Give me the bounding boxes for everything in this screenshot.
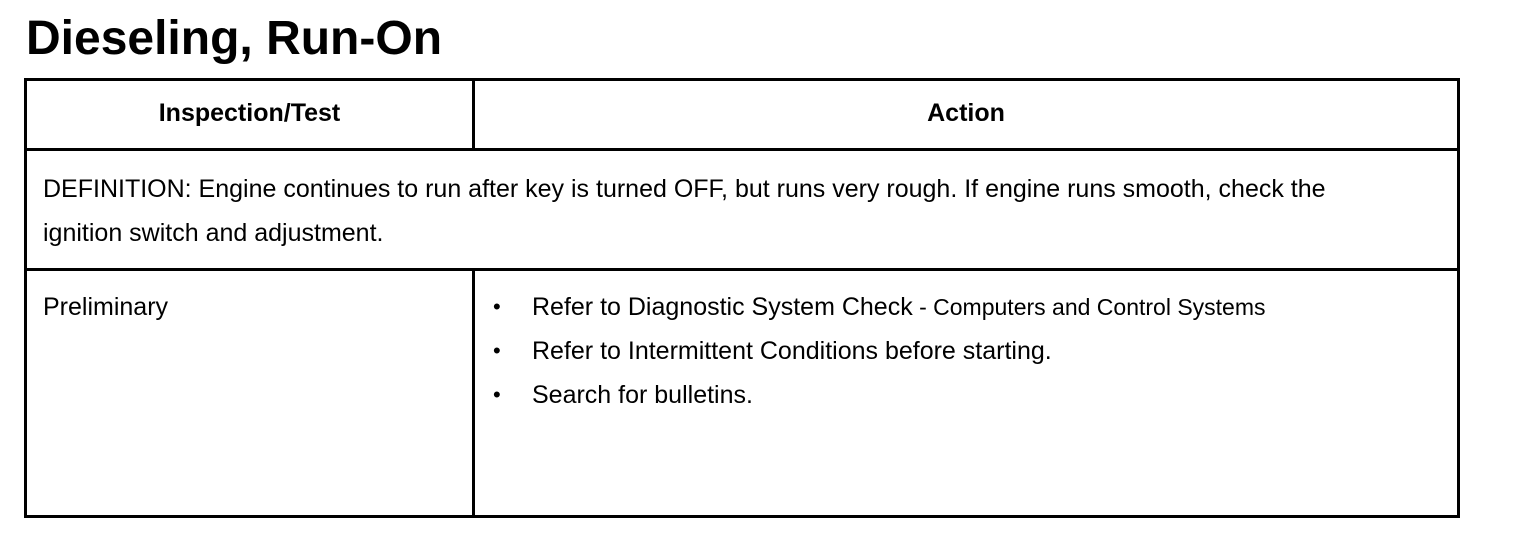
- definition-text: DEFINITION: Engine continues to run after key is turned OFF, but runs very rough. If engine runs smooth, check the ignition switch and adjustment.: [43, 175, 1326, 247]
- diagnostic-table: [24, 78, 1460, 518]
- diagnostic-system-check-link[interactable]: Refer to Diagnostic System Check: [532, 293, 913, 321]
- bullet-icon: •: [493, 338, 501, 363]
- definition-row: [27, 151, 1457, 271]
- table-row: [27, 271, 1457, 515]
- link-separator: -: [912, 294, 934, 320]
- table-header-row: [27, 81, 1457, 151]
- bulletins-link[interactable]: Search for bulletins.: [532, 381, 753, 409]
- action-cell: [475, 271, 1457, 515]
- column-header-inspection: Inspection/Test: [27, 81, 475, 148]
- action-text: [532, 285, 1266, 329]
- inspection-label: Preliminary: [43, 293, 169, 321]
- bullet-icon: •: [493, 294, 501, 319]
- computers-control-systems-link[interactable]: Computers and Control Systems: [933, 294, 1266, 320]
- intermittent-conditions-link[interactable]: Refer to Intermittent Conditions before starting.: [532, 337, 1052, 365]
- inspection-cell: [27, 271, 475, 515]
- page-title: Dieseling, Run-On: [26, 12, 443, 65]
- bullet-icon: •: [493, 382, 501, 407]
- column-header-action: Action: [927, 98, 1005, 127]
